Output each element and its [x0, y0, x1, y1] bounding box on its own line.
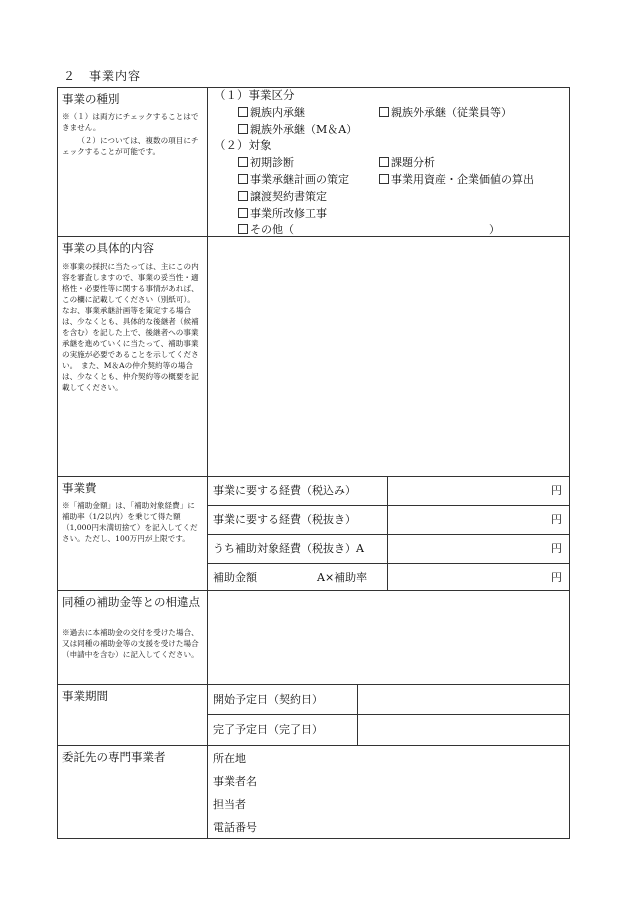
period-end-label: 完了予定日（完了日）: [213, 723, 323, 736]
option-label: 課題分析: [391, 156, 435, 169]
checkbox-keikaku-sakutei[interactable]: [238, 173, 349, 186]
option-label: 親族外承継（M＆A）: [250, 123, 358, 136]
yen-unit: 円: [551, 484, 562, 497]
cost-formula: A×補助率: [317, 571, 368, 584]
checkbox-shinzoku-gai-ma[interactable]: [238, 123, 357, 136]
group2-title: （２）対象: [214, 138, 272, 152]
type-heading: 事業の種別: [62, 92, 120, 106]
cost-note: ※「補助金額」は、「補助対象経費」に補助率（1/2以内）を乗じて得た額（1,000円未満切捨て）を記入してください。ただし、100万円が上限です。: [62, 501, 198, 543]
other-text-input[interactable]: [298, 223, 488, 236]
section-title: ２ 事業内容: [63, 69, 142, 83]
option-label: 譲渡契約書策定: [250, 190, 327, 203]
cost-heading: 事業費: [62, 481, 97, 495]
contractor-field-person: 担当者: [213, 798, 246, 811]
detail-note: ※事業の採択に当たっては、主にこの内容を審査しますので、事業の妥当性・適格性・必要性等に関する事情があれば、この欄に記載してください（別紙可）。 なお、事業承継計画等を策定する場合は、少なくとも、具体的な後継者（候補を含む）を記した上で、後継者への事業承継を進めていくに当たって、補助事業の実施が必要であることを示してください。 また、M＆Aの仲介契約等の場合は、少なくとも、仲介契約等の概要を記載してください。: [62, 262, 199, 392]
similar-heading: 同種の補助金等との相違点: [62, 595, 200, 609]
contractor-field-name: 事業者名: [213, 775, 257, 788]
option-label: 事業承継計画の策定: [250, 173, 349, 186]
cost-input-hojokin[interactable]: [388, 564, 548, 590]
similar-note: ※過去に本補助金の交付を受けた場合、又は同種の補助金等の支援を受けた場合（申請中を含む）に記入してください。: [62, 628, 199, 659]
group1-title: （１）事業区分: [214, 88, 295, 102]
checkbox-joto-keiyaku[interactable]: [238, 190, 327, 203]
option-label: 親族外承継（従業員等）: [391, 106, 512, 119]
detail-input-area[interactable]: [208, 237, 569, 476]
checkbox-icon[interactable]: [379, 157, 389, 167]
type-note-2: （２）については、複数の項目にチェックすることが可能です。: [62, 136, 199, 156]
checkbox-shoki-shindan[interactable]: [238, 156, 294, 169]
checkbox-shinzoku-gai-jugyoin[interactable]: [379, 106, 512, 119]
period-start-input[interactable]: [358, 685, 569, 714]
other-close-paren: ）: [489, 223, 500, 236]
cost-label-zeinuki: 事業に要する経費（税抜き）: [213, 513, 356, 526]
checkbox-icon[interactable]: [238, 157, 248, 167]
checkbox-icon[interactable]: [379, 107, 389, 117]
option-label: 親族内承継: [250, 106, 305, 119]
checkbox-kadai-bunseki[interactable]: [379, 156, 435, 169]
checkbox-icon[interactable]: [238, 124, 248, 134]
contractor-heading: 委託先の専門事業者: [62, 750, 166, 764]
checkbox-icon[interactable]: [238, 191, 248, 201]
type-note-1: ※（１）は両方にチェックすることはできません。: [62, 112, 199, 132]
checkbox-icon[interactable]: [238, 107, 248, 117]
checkbox-icon[interactable]: [238, 224, 248, 234]
option-label: 事業用資産・企業価値の算出: [391, 173, 534, 186]
yen-unit: 円: [551, 542, 562, 555]
period-start-label: 開始予定日（契約日）: [213, 693, 323, 706]
checkbox-shinzoku-nai[interactable]: [238, 106, 305, 119]
option-label: その他（: [250, 223, 294, 236]
cost-label-hojokin: 補助金額: [213, 571, 257, 584]
checkbox-icon[interactable]: [379, 174, 389, 184]
option-label: 初期診断: [250, 156, 294, 169]
checkbox-icon[interactable]: [238, 174, 248, 184]
contractor-field-address: 所在地: [213, 752, 246, 765]
cost-input-taisho[interactable]: [388, 535, 548, 563]
checkbox-icon[interactable]: [238, 208, 248, 218]
yen-unit: 円: [551, 571, 562, 584]
detail-heading: 事業の具体的内容: [62, 241, 154, 255]
cost-input-zeinuki[interactable]: [388, 506, 548, 534]
yen-unit: 円: [551, 513, 562, 526]
checkbox-kaishu-koji[interactable]: [238, 207, 327, 220]
checkbox-shisan-santei[interactable]: [379, 173, 534, 186]
cost-label-zeikomi: 事業に要する経費（税込み）: [213, 484, 356, 497]
similar-input-area[interactable]: [208, 591, 569, 684]
checkbox-sonota[interactable]: [238, 223, 294, 236]
cost-label-taisho: うち補助対象経費（税抜き）A: [213, 542, 364, 555]
cost-input-zeikomi[interactable]: [388, 477, 548, 505]
period-end-input[interactable]: [358, 715, 569, 745]
contractor-field-phone: 電話番号: [213, 821, 257, 834]
period-heading: 事業期間: [62, 689, 108, 703]
contractor-input-area[interactable]: [270, 746, 569, 838]
option-label: 事業所改修工事: [250, 207, 327, 220]
